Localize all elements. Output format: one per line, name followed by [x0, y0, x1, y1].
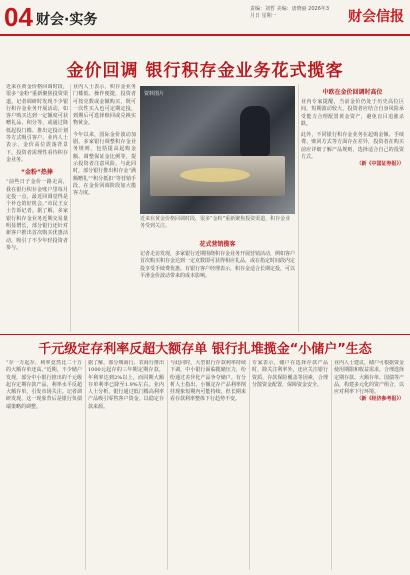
photo-credit: 资料图片	[144, 91, 165, 97]
article2-column-1: “存一万起存，利率竟然比二十万的大额存单还高。”近期，不少储户发现，部分中小银行推出的千元级起存定期存款产品，利率水平反超大额存单，引发市场关注。记者调研发现，这一现象背后是银行负债端策略的调整。	[6, 360, 82, 410]
article1-lead: 近来在黄金价格回调时段，很多“金粉”重新聚焦投资渠道。记者调研时发现不少银行积存金业务开展活动，如客户购买达到一定额度可获赠礼品、积分等，或通过降低起投门槛、推出定投计划等方式吸引客户。业内人士表示，金价高位震荡背景下，投资者需理性看待积存金业务。	[6, 84, 68, 163]
article1-column-1	[6, 84, 68, 329]
article2-column-3: 与此同时，大型银行存款利率持续下调，中小银行面临揽储压力，纷纷通过差异化产品争夺储户。有分析人士指出，小额定存产品利率倒挂现象短期内可能持续，但长期来看存款利率整体下行趋势不变。	[170, 360, 246, 403]
article2-column-2: 据了解，部分城商行、农商行推出1000元起存的三年期定期存款，年利率达到2%以上，而同期大额存单利率已降至1.9%左右。业内人士分析，银行通过低门槛高利率产品吸引零售客户资金，以稳定存款来源。	[88, 360, 164, 410]
edition-meta: 责编：刘哲 美编：唐晓丽 2026年3月日 星期一	[250, 6, 330, 19]
column-rule	[298, 84, 299, 332]
article2-source: （新《经济参考报》）	[356, 396, 404, 403]
article1-photo	[140, 86, 295, 214]
photo-person-shape	[240, 106, 270, 156]
article1-paragraph: “前些日子金价一路走高，我在银行积存金账户里每月定投一点，最近回调觉得是个补仓的好机会。”市民王女士告诉记者。据了解，多家银行积存金业务近期交易量明显增长，部分银行还针对新客户推出首次购买优惠活动，吸引了不少年轻投资者参与。	[6, 179, 68, 251]
article1-headline: 金价回调 银行积存金业务花式揽客	[66, 61, 344, 81]
page-header	[0, 0, 410, 36]
article2-column-5	[334, 360, 404, 570]
photo-caption: 近来在黄金价格回调时段，很多“金粉”重新聚焦投资渠道，积存金业务受到关注。	[140, 216, 291, 229]
article1-subhead-2: 花式营销揽客	[199, 241, 236, 248]
section-title: 财会·实务	[36, 12, 98, 28]
article1-subhead-1: “金粉”热捧	[21, 169, 53, 177]
photo-gold-shape	[180, 168, 250, 182]
article1-subhead-3: 中欧在金价回调时高位	[322, 89, 383, 96]
article1-paragraph: 业内专家提醒，当前金价仍处于历史高位区间，短期波动较大，投资者应结合自身风险承受能力合理配置黄金资产，避免盲目追涨杀跌。	[301, 99, 404, 127]
article1-source: （新《中国证券报》）	[356, 161, 404, 168]
article2-headline: 千元级定存利率反超大额存单 银行扎堆揽金“小储户”生态	[38, 342, 372, 357]
article1-column-4	[301, 84, 404, 329]
article1-paragraph: 今年以来，国际金价波动加剧，多家银行调整积存金业务规则，包括提高起购金额、调整保证金比例等，提示投资者注意风险。与此同时，部分银行推出积存金“满额赠礼”“积分抵扣”等营销手段，在金价回调阶段加大揽客力度。	[73, 131, 136, 197]
column-rule	[85, 360, 86, 570]
column-rule	[331, 360, 332, 570]
column-rule	[249, 360, 250, 570]
article1-column-3	[140, 236, 295, 329]
column-rule	[167, 360, 168, 570]
newspaper-logo: 财会信报	[348, 9, 404, 25]
article1-paragraph: 此外，不同银行积存金业务在起购金额、手续费、赎回方式等方面存在差异，投资者在购买前应详细了解产品规则，选择适合自己的投资方式。	[301, 132, 404, 161]
article1-column-2	[73, 84, 136, 329]
article2-column-4: 专家表示，储户在选择存款产品时，除关注利率外，还应关注银行资质、存款保险覆盖等因素，合理分散资金配置，保障资金安全。	[252, 360, 328, 388]
article1-paragraph: 业内人士表示，积存金业务门槛低、操作便捷，投资者可按克数或金额购买，既可一次性买入也可定期定投，到期后可选择赎回或兑换实物黄金。	[73, 84, 136, 127]
article-divider	[0, 334, 410, 335]
article2-paragraph: 业内人士建议，储户可根据资金使用期限和收益需求，合理选择定期存款、大额存单、国债等产品，构建多元化的资产组合，以应对利率下行环境。	[334, 360, 404, 396]
column-rule	[70, 84, 71, 332]
article1-paragraph: 记者走访发现，多家银行近期围绕积存金业务开展营销活动，例如客户首次购买积存金达到一定克数即可获得相应礼品，或在指定时间段内定投享受手续费优惠。有银行客户经理表示，积存金适合长期定投，可以平滑金价波动带来的成本影响。	[140, 251, 295, 279]
page-number: 04	[4, 2, 33, 32]
